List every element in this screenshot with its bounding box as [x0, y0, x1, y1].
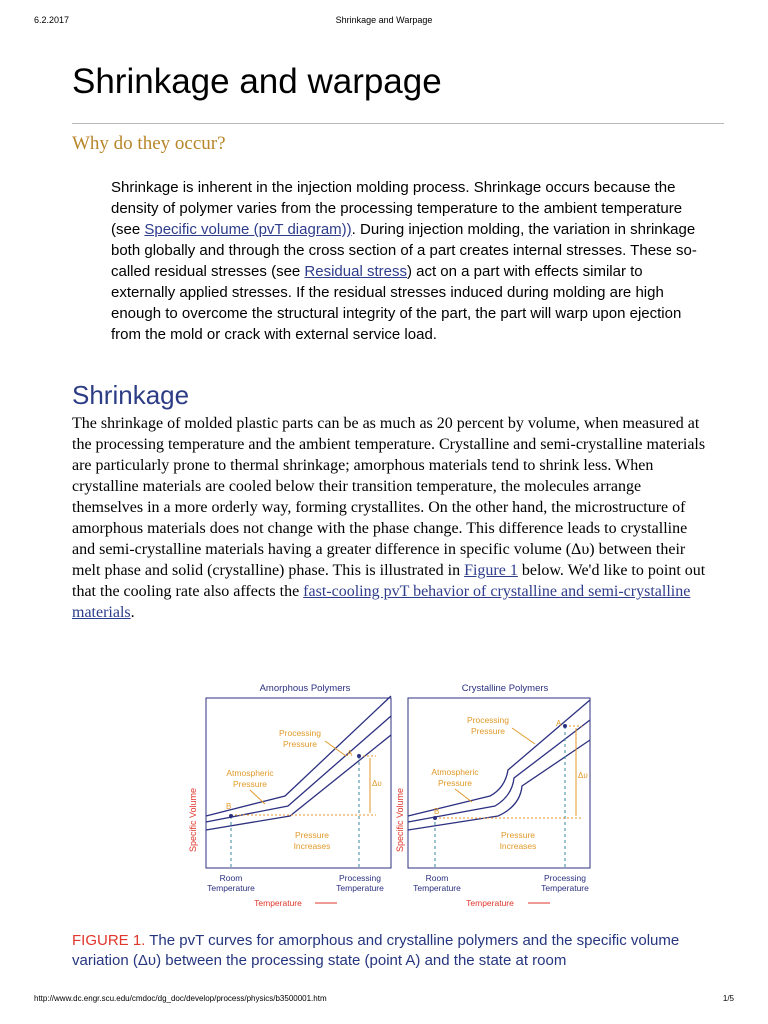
atmospheric-pressure-pointer-r	[455, 789, 472, 802]
specific-volume-link[interactable]: Specific volume (pvT diagram))	[144, 221, 352, 238]
room-temp-label-r: Room	[425, 873, 449, 883]
atmospheric-pressure-label-r: Atmospheric	[431, 767, 479, 777]
footer-page-number: 1/5	[722, 994, 734, 1003]
processing-temp-label-r: Processing	[543, 873, 587, 883]
pressure-increases-label-2: Increases	[293, 841, 331, 851]
processing-pressure-label-2: Pressure	[282, 739, 318, 749]
pressure-increases-label-r-2: Increases	[499, 841, 537, 851]
delta-label-2: Δυ	[578, 771, 588, 780]
atmospheric-pressure-label-2: Pressure	[232, 779, 268, 789]
y-axis-label-2: Specific Volume	[395, 787, 405, 853]
footer-url: http://www.dc.engr.scu.edu/cmdoc/dg_doc/develop/process/physics/b3500001.htm	[34, 994, 327, 1003]
atmospheric-pressure-label: Atmospheric	[226, 768, 274, 778]
shrinkage-text-4: .	[130, 604, 135, 621]
delta-label: Δυ	[372, 779, 382, 788]
shrinkage-text-2: ) between their melt phase and solid (crystalline) phase. This is illustrated in	[72, 541, 686, 579]
atmospheric-pressure-pointer	[250, 790, 265, 804]
intro-text-1: Shrinkage is inherent in the injection molding process. Shrinkage occurs because the density of polymer varies from the processing temperature to the ambient temperature (see	[111, 179, 683, 238]
shrinkage-heading: Shrinkage	[72, 380, 190, 410]
room-temp-label-r-2: Temperature	[413, 883, 461, 893]
point-b-label-2: B	[434, 807, 440, 816]
amorphous-panel	[188, 683, 391, 908]
intro-paragraph	[111, 177, 701, 345]
figure-1-pvt-diagram	[190, 678, 590, 918]
figure-caption-text-2: ) between the processing state (point A) and the state at room	[156, 952, 567, 969]
atmospheric-pressure-label-r-2: Pressure	[437, 778, 473, 788]
delta-symbol: Δυ	[571, 541, 590, 558]
figure-caption-text: The pvT curves for amorphous and crystalline polymers and the specific volume variation (	[72, 932, 680, 969]
crystalline-panel	[395, 683, 590, 908]
point-a-label-2: A	[556, 719, 562, 728]
processing-pressure-pointer	[325, 741, 346, 756]
section-heading-why: Why do they occur?	[72, 133, 226, 154]
page-title: Shrinkage and warpage	[72, 62, 442, 101]
print-title: Shrinkage and Warpage	[335, 15, 433, 25]
room-temp-label: Room	[219, 873, 243, 883]
pressure-increases-label: Pressure	[294, 830, 330, 840]
intro-text-2: . During injection molding, the variation in shrinkage both globally and through the cross section of a part creates internal stresses. These so-called residual stresses (see	[111, 221, 697, 280]
intro-text-3: ) act on a part with effects similar to externally applied stresses. If the residual stresses induced during molding are high enough to overcome the structural integrity of the part, the part will warp upon ejection from the mold or crack with external service load.	[111, 263, 682, 343]
point-b-label: B	[226, 802, 232, 811]
shrinkage-text-1: The shrinkage of molded plastic parts can be as much as 20 percent by volume, when measured at the processing temperature and the ambient temperature. Crystalline and semi-crystalline materials are particularly prone to thermal shrinkage; amorphous materials tend to shrink less. When crystalline materials are cooled below their transition temperature, the molecules arrange themselves in a more orderly way, forming crystallites. On the other hand, the microstructure of amorphous materials does not change with the phase change. This difference leads to crystalline and semi-crystalline materials having a greater difference in specific volume (	[72, 415, 706, 558]
processing-temp-label: Processing	[338, 873, 382, 883]
title-divider	[72, 123, 724, 124]
caption-delta: Δυ	[137, 952, 157, 969]
pressure-increases-label-r: Pressure	[500, 830, 536, 840]
processing-temp-label-r-2: Temperature	[541, 883, 589, 893]
y-axis-label: Specific Volume	[188, 787, 198, 853]
processing-pressure-pointer-r	[512, 728, 535, 744]
shrinkage-paragraph	[72, 413, 712, 623]
processing-pressure-label: Processing	[278, 728, 322, 738]
fast-cooling-link[interactable]: fast-cooling pvT behavior of crystalline and semi-crystalline materials	[72, 583, 691, 621]
point-a-label: A	[347, 749, 353, 758]
processing-pressure-label-r: Processing	[466, 715, 510, 725]
point-a-marker	[357, 754, 361, 758]
processing-temp-label-2: Temperature	[336, 883, 384, 893]
figure-caption	[72, 931, 722, 971]
shrinkage-text-3: below. We'd like to point out that the cooling rate also affects the	[72, 562, 706, 600]
point-b-marker	[229, 814, 233, 818]
point-a-marker-2	[563, 724, 567, 728]
crystalline-title: Crystalline Polymers	[461, 683, 549, 694]
room-temp-label-2: Temperature	[207, 883, 255, 893]
print-date: 6.2.2017	[34, 15, 70, 25]
amorphous-title: Amorphous Polymers	[259, 683, 351, 694]
processing-pressure-label-r-2: Pressure	[470, 726, 506, 736]
x-axis-label-2: Temperature	[466, 898, 514, 908]
residual-stress-link[interactable]: Residual stress	[304, 263, 407, 280]
figure-caption-label: FIGURE 1.	[72, 932, 146, 949]
x-axis-label: Temperature	[254, 898, 302, 908]
point-b-marker-2	[433, 816, 437, 820]
figure-1-link[interactable]: Figure 1	[464, 562, 518, 579]
